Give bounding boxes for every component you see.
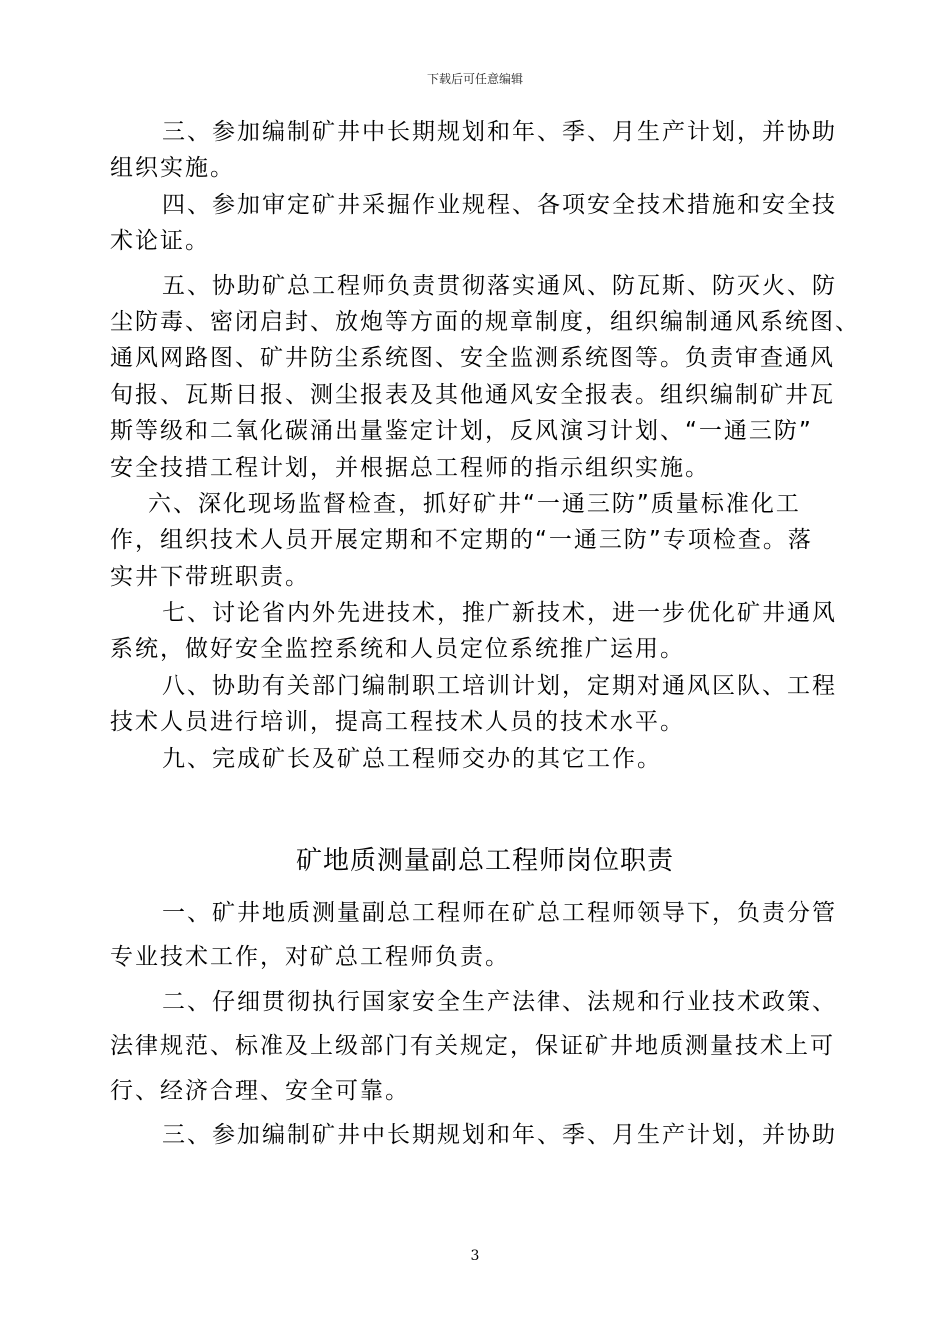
- paragraph-line: 三、参加编制矿井中长期规划和年、季、月生产计划，并协助: [162, 119, 837, 145]
- paragraph-line: 二、仔细贯彻执行国家安全生产法律、法规和行业技术政策、: [162, 988, 837, 1015]
- paragraph-line: 八、协助有关部门编制职工培训计划，定期对通风区队、工程: [162, 672, 837, 699]
- page-number: 3: [470, 1248, 480, 1264]
- page-header: 下载后可任意编辑: [426, 72, 523, 86]
- paragraph-line: 尘防毒、密闭启封、放炮等方面的规章制度，组织编制通风系统图、: [110, 308, 860, 335]
- paragraph-line: 七、讨论省内外先进技术，推广新技术，进一步优化矿井通风: [162, 600, 837, 627]
- paragraph-line: 专业技术工作，对矿总工程师负责。: [110, 944, 510, 971]
- paragraph-line: 旬报、瓦斯日报、测尘报表及其他通风安全报表。组织编制矿井瓦: [110, 381, 835, 408]
- paragraph-line: 系统，做好安全监控系统和人员定位系统推广运用。: [110, 636, 685, 663]
- paragraph-line: 安全技措工程计划，并根据总工程师的指示组织实施。: [110, 454, 710, 481]
- paragraph-line: 一、矿井地质测量副总工程师在矿总工程师领导下，负责分管: [162, 900, 837, 927]
- paragraph-line: 实井下带班职责。: [110, 563, 310, 590]
- document-body: [110, 114, 860, 1153]
- section-spacer: [110, 777, 860, 839]
- paragraph-line: 四、参加审定矿井采掘作业规程、各项安全技术措施和安全技: [162, 191, 837, 218]
- paragraph-line: 斯等级和二氧化碳涌出量鉴定计划，反风演习计划、“一通三防”: [110, 418, 813, 445]
- paragraph-line: 九、完成矿长及矿总工程师交办的其它工作。: [162, 745, 662, 772]
- section-title: 矿地质测量副总工程师岗位职责: [295, 846, 674, 877]
- paragraph-line: 六、深化现场监督检查，抓好矿井“一通三防”质量标准化工: [148, 490, 801, 517]
- paragraph-line: 行、经济合理、安全可靠。: [110, 1077, 410, 1104]
- paragraph-line: 作，组织技术人员开展定期和不定期的“一通三防”专项检查。落: [110, 527, 813, 554]
- paragraph-line: 三、参加编制矿井中长期规划和年、季、月生产计划，并协助: [162, 1121, 837, 1148]
- paragraph-line: 五、协助矿总工程师负责贯彻落实通风、防瓦斯、防灭火、防: [162, 272, 837, 299]
- paragraph-line: 组织实施。: [110, 155, 235, 182]
- paragraph-line: 技术人员进行培训，提高工程技术人员的技术水平。: [110, 709, 685, 736]
- paragraph-line: 通风网路图、矿井防尘系统图、安全监测系统图等。负责审查通风: [110, 345, 835, 372]
- paragraph-line: 法律规范、标准及上级部门有关规定，保证矿井地质测量技术上可: [110, 1033, 835, 1060]
- paragraph-line: 术论证。: [110, 228, 210, 255]
